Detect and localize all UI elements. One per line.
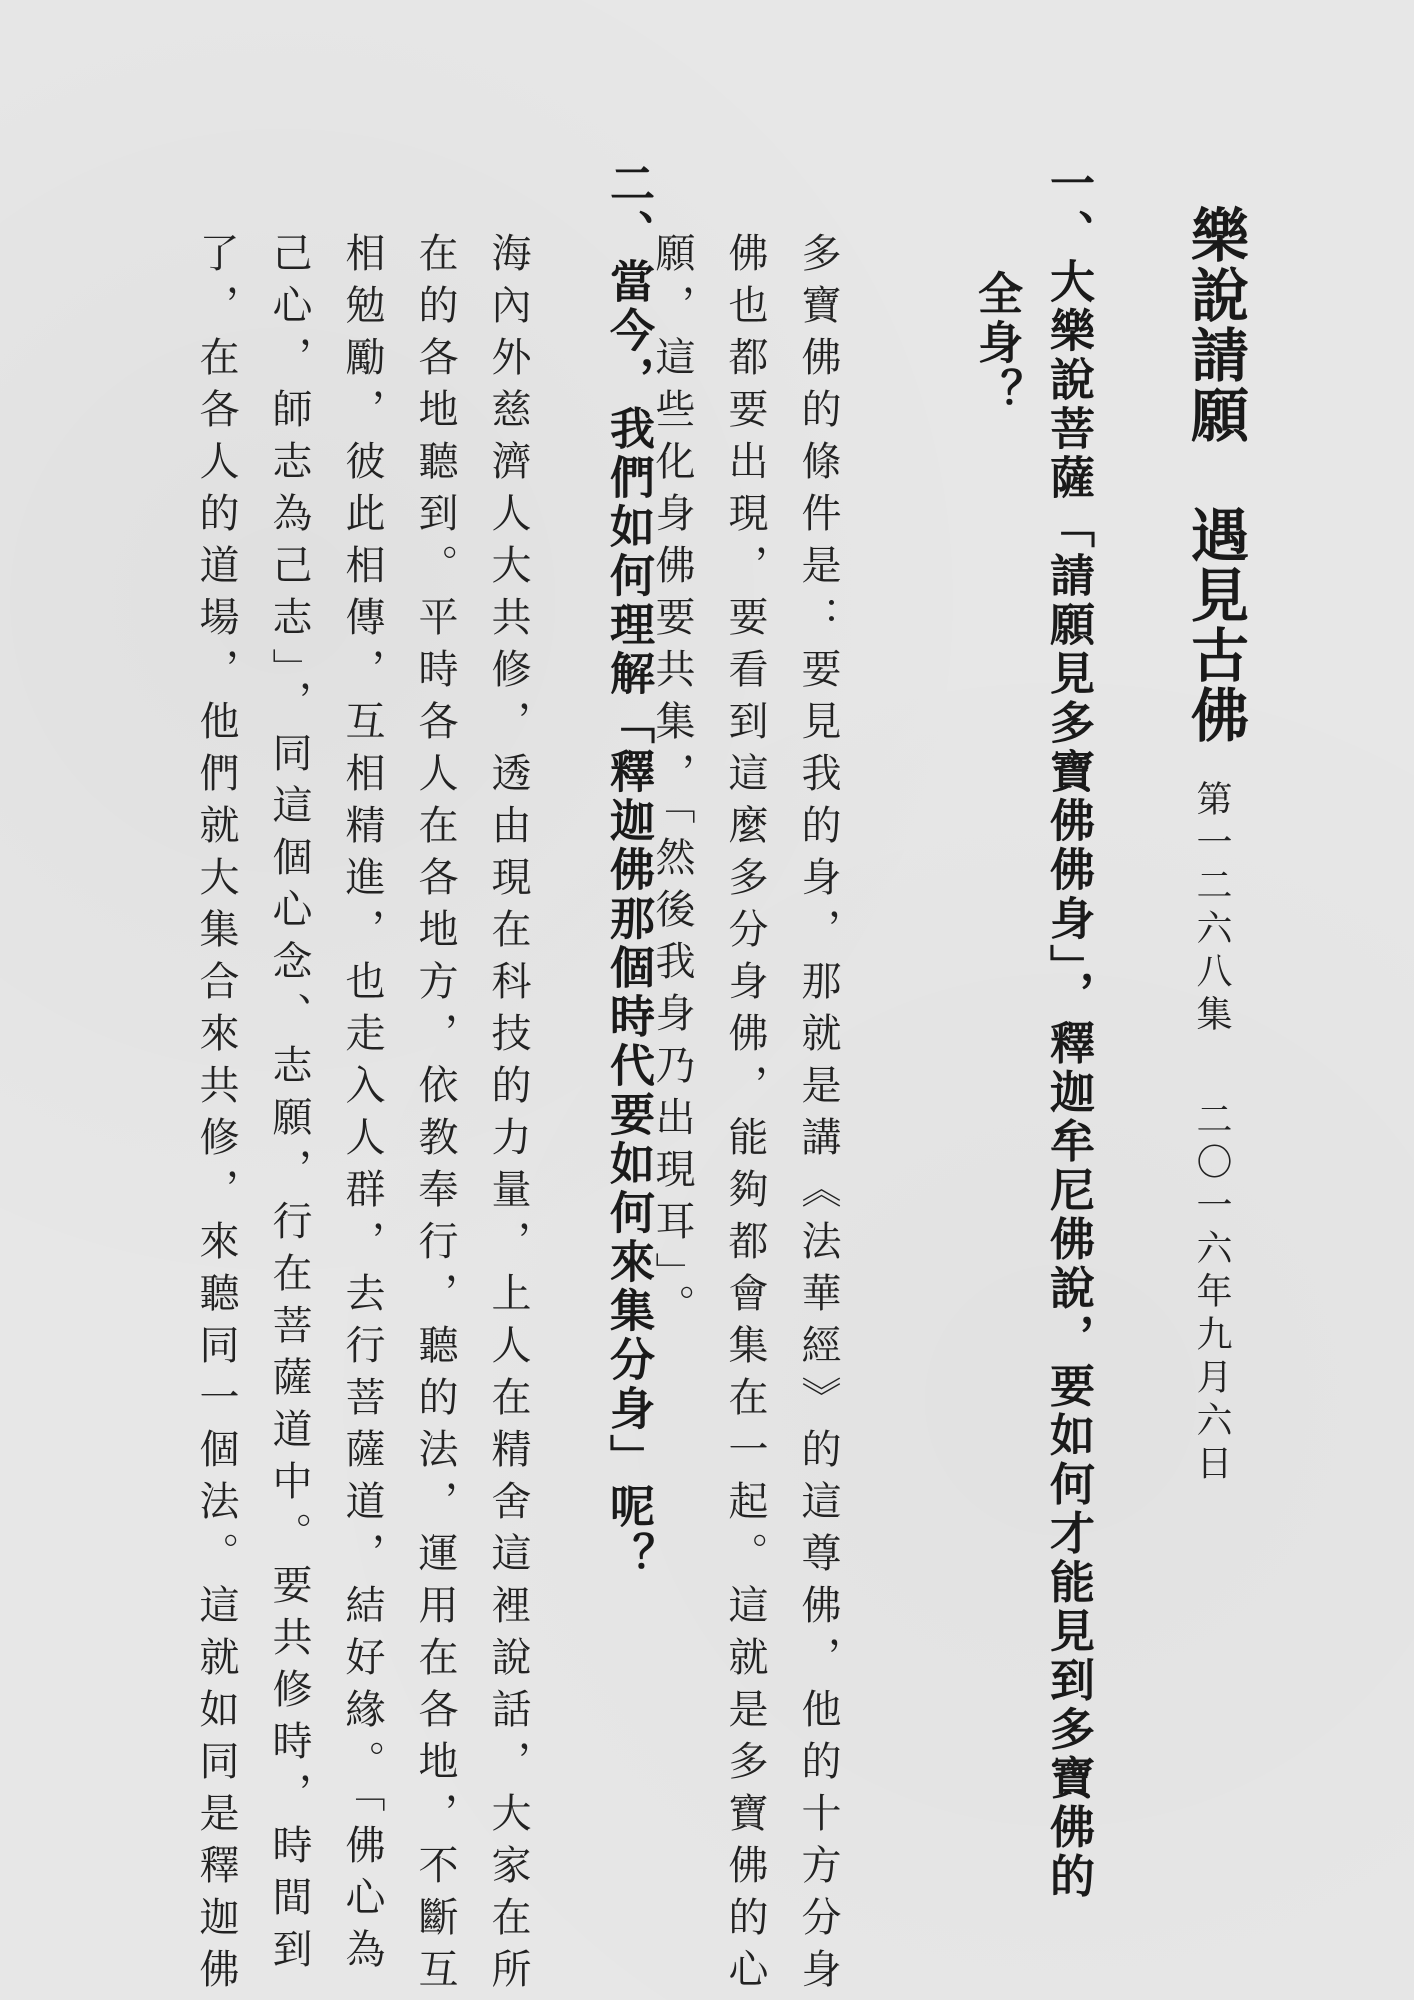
page-title: 樂說請願 遇見古佛 — [1181, 205, 1249, 745]
question-2-heading: 二、當今，我們如何理解「釋迦佛那個時代要如何來集分身」呢？ — [602, 160, 655, 1581]
date: 二〇一六年九月六日 — [1191, 1100, 1232, 1487]
question-1-heading — [960, 160, 1104, 1902]
answer-2-line: 了，在各人的道場，他們就大集合來共修，來聽同一個法。這就如同是釋迦佛 — [193, 232, 239, 2000]
answer-2-line: 在的各地聽到。平時各人在各地方，依教奉行，聽的法，運用在各地，不斷互 — [412, 232, 458, 2000]
answer-2-line: 海內外慈濟人大共修，透由現在科技的力量，上人在精舍這裡說話，大家在所 — [485, 232, 531, 2000]
answer-1-line: 多寶佛的條件是：要見我的身，那就是講《法華經》的這尊佛，他的十方分身 — [795, 232, 841, 2000]
episode-number: 第一二六八集 — [1191, 780, 1232, 1038]
answer-2-line: 己心，師志為己志」，同這個心念、志願，行在菩薩道中。要共修時，時間到 — [266, 232, 312, 1980]
answer-2-line: 相勉勵，彼此相傳，互相精進，也走入人群，去行菩薩道，結好緣。「佛心為 — [339, 232, 385, 1980]
question-1-heading-line2: 全身？ — [970, 270, 1023, 417]
answer-1-body — [635, 232, 854, 2000]
answer-1-line: 願，這些化身佛要共集，「然後我身乃出現耳」。 — [649, 232, 695, 1336]
answer-2-body — [179, 232, 544, 2000]
question-1-heading-line1: 一、大樂說菩薩「請願見多寶佛佛身」，釋迦牟尼佛說，要如何才能見到多寶佛的 — [1042, 160, 1095, 1902]
answer-1-line: 佛也都要出現，要看到這麼多分身佛，能夠都會集在一起。這就是多寶佛的心 — [722, 232, 768, 2000]
